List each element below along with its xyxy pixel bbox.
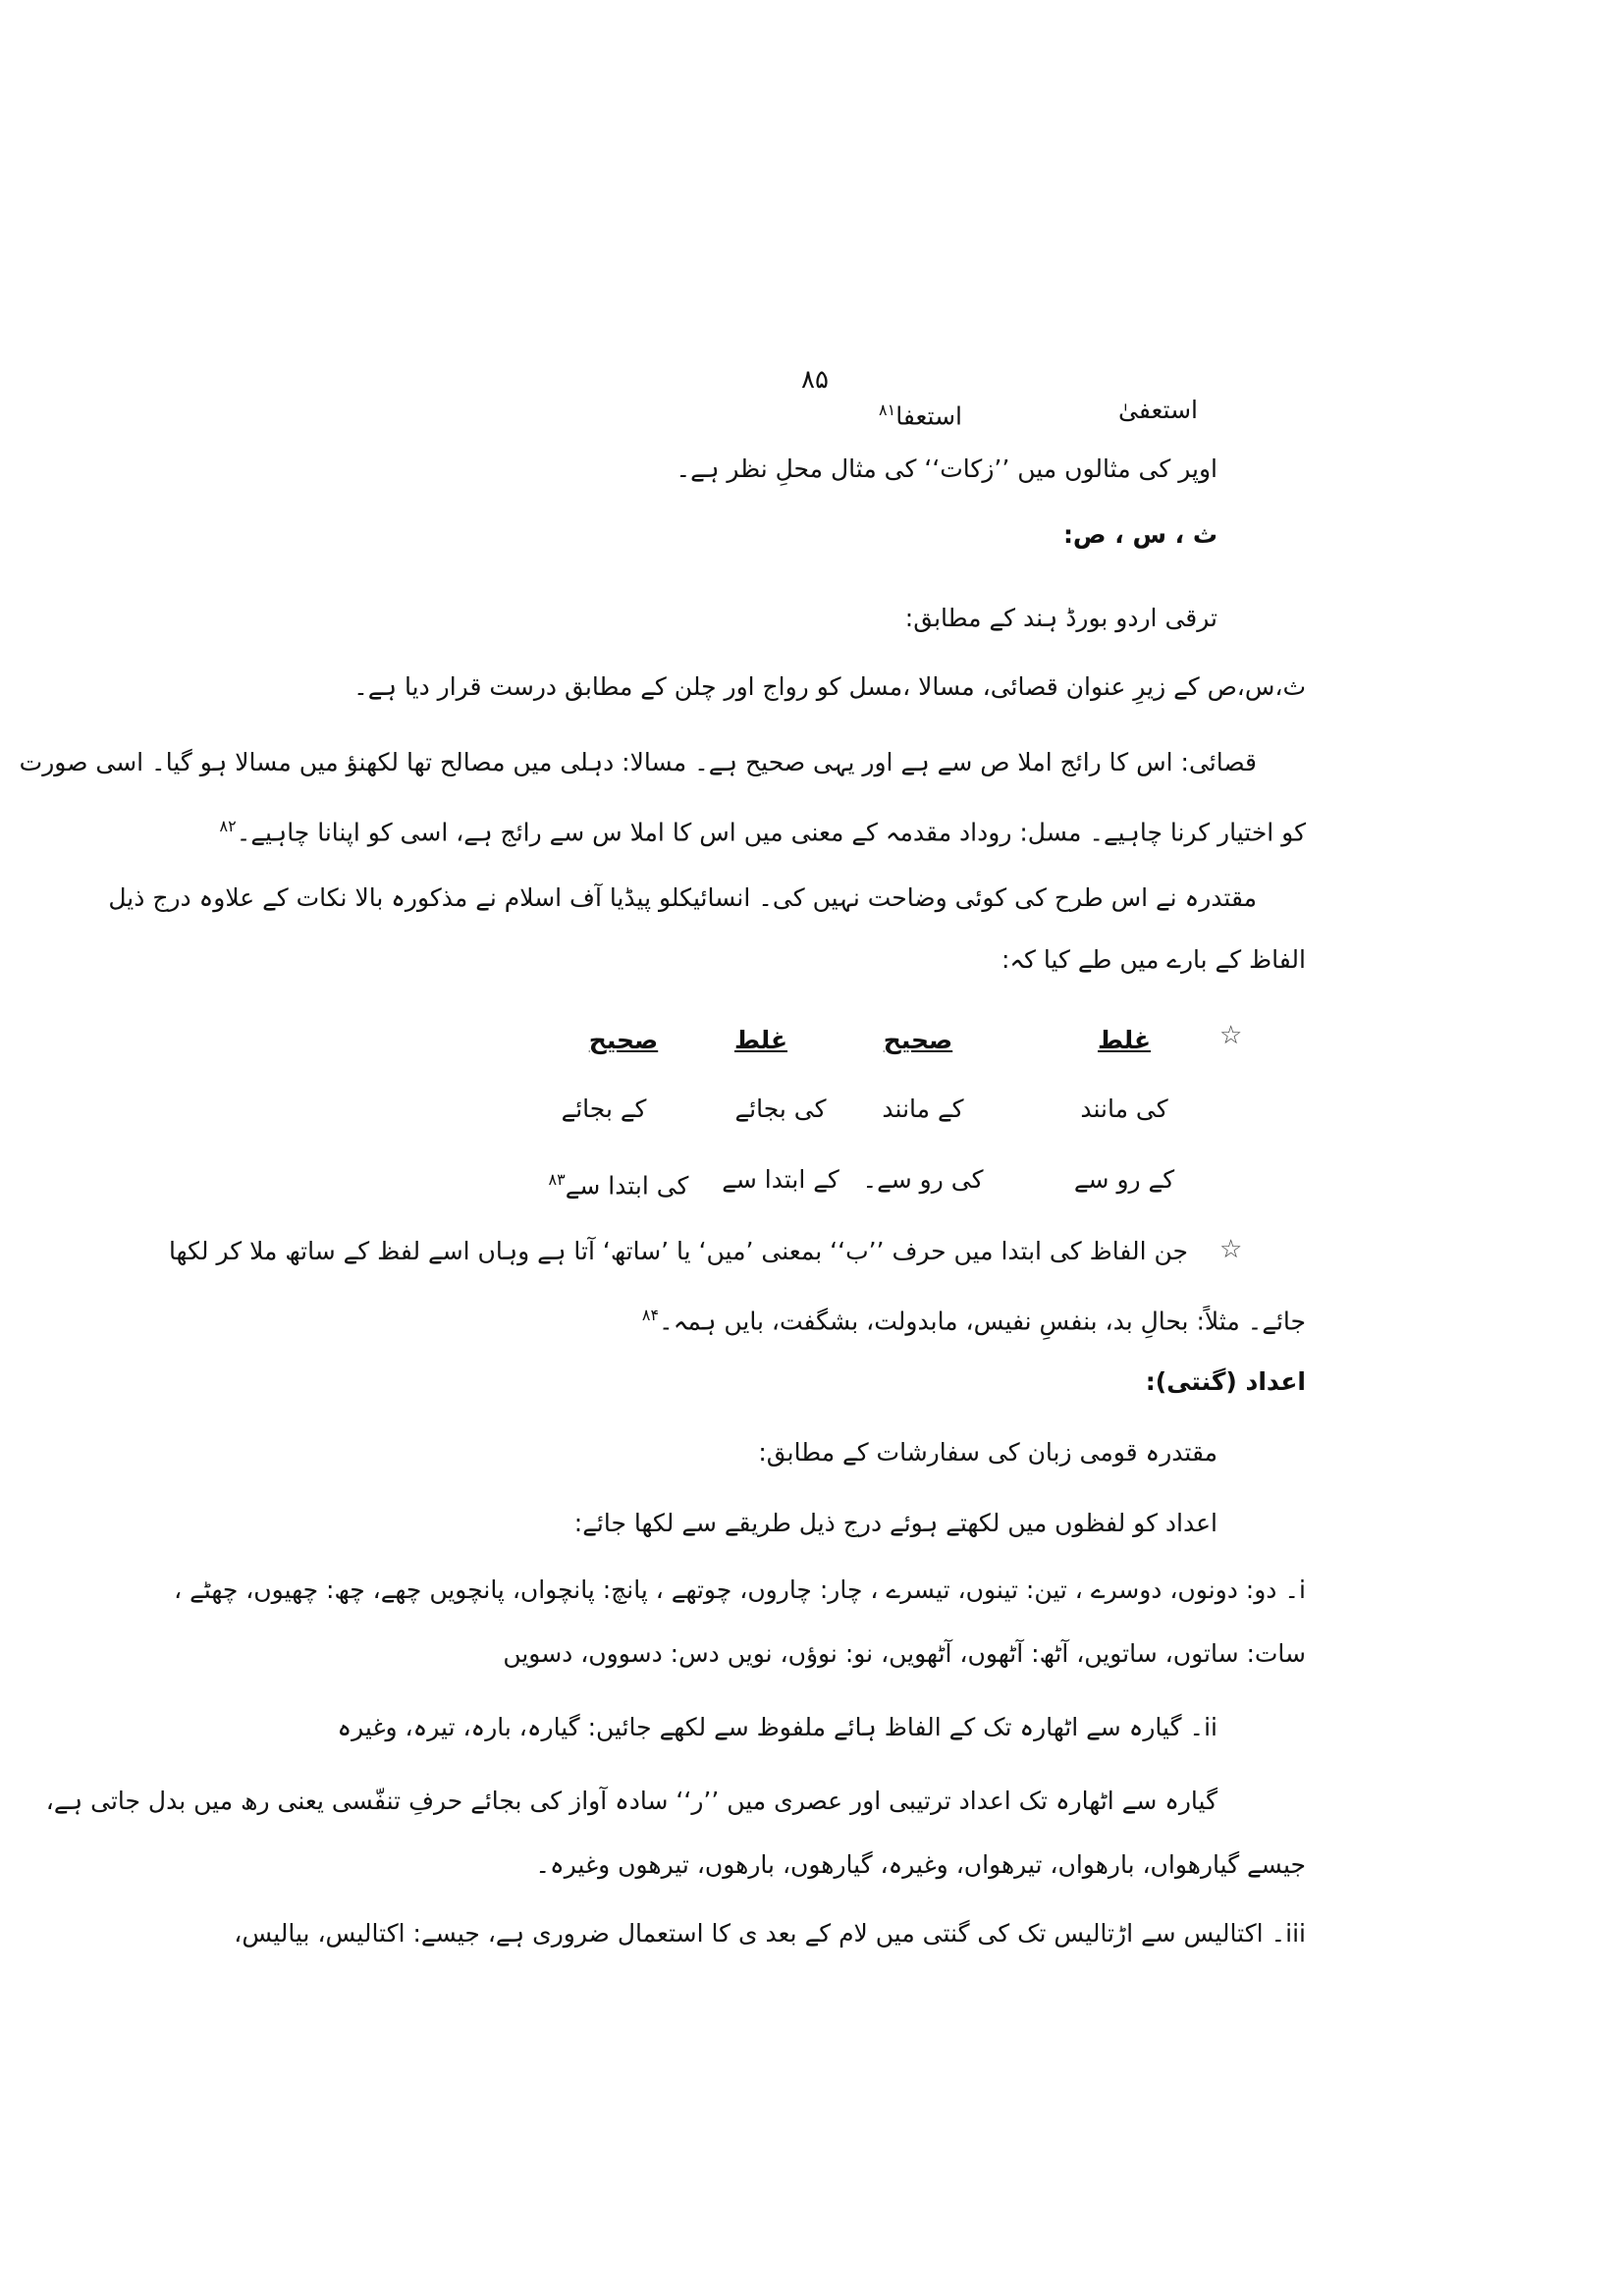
paragraph-line: جن الفاظ کی ابتدا میں حرف ’’ب‘‘ بمعنی ’میں‘ یا ’ساتھ‘ آتا ہے وہاں اسے لفظ کے ساتھ ملا کر لکھا	[168, 1237, 1188, 1265]
heading-istifa-1	[1031, 391, 1198, 430]
footnote-ref: ۸۳	[548, 1170, 566, 1189]
paragraph-line: اعداد کو لفظوں میں لکھتے ہوئے درج ذیل طریقے سے لکھا جائے:	[573, 1509, 1217, 1537]
page-number: ۸۵	[801, 365, 829, 395]
table-cell: کے بجائے	[561, 1095, 647, 1123]
section-heading: ث ، س ، ص:	[1062, 520, 1217, 549]
table-header-ghalat-2: غلط	[733, 1026, 788, 1054]
heading-istifa-2	[805, 391, 962, 436]
section-heading: اعداد (گنتی):	[1145, 1367, 1306, 1396]
cell-text: کی ابتدا سے	[565, 1171, 689, 1201]
paragraph-line-with-footnote	[219, 807, 1306, 852]
table-cell: کے رو سے	[1073, 1165, 1175, 1194]
paragraph-line: قصائی: اس کا رائج املا ص سے ہے اور یہی صحیح ہے۔ مسالا: دہلی میں مصالح تھا لکھنؤ میں مسالا ہو گیا۔ اسی صورت	[19, 748, 1257, 776]
table-cell-with-footnote	[535, 1160, 702, 1205]
star-bullet: ☆	[1219, 1235, 1243, 1264]
paragraph-line: مقتدرہ نے اس طرح کی کوئی وضاحت نہیں کی۔ انسائیکلو پیڈیا آف اسلام نے مذکورہ بالا نکات کے علاوہ درج ذیل	[108, 883, 1257, 912]
footnote-ref: ۸۲	[219, 817, 237, 835]
word-istifa-ya: استعفیٰ	[1118, 396, 1198, 424]
table-cell: کی مانند	[1080, 1095, 1168, 1123]
list-item-i: i۔ دو: دونوں، دوسرے ، تین: تینوں، تیسرے ، چار: چاروں، چوتھے ، پانچ: پانچواں، پانچویں چھے، چھ: چھیوں، چھٹے ،	[174, 1575, 1306, 1604]
paragraph-text: کو اختیار کرنا چاہیے۔ مسل: روداد مقدمہ کے معنی میں اس کا املا س سے رائج ہے، اسی کو اپنانا چاہیے۔	[236, 818, 1306, 847]
paragraph-text: جائے۔ مثلاً: بحالِ بد، بنفسِ نفیس، مابدولت، بشگفت، بایں ہمہ۔	[659, 1307, 1306, 1336]
list-item-iii: iii۔ اکتالیس سے اڑتالیس تک کی گنتی میں لام کے بعد ی کا استعمال ضروری ہے، جیسے: اکتالیس، بیالیس،	[234, 1919, 1306, 1948]
paragraph-line: ث،س،ص کے زیرِ عنوان قصائی، مسالا ،مسل کو رواج اور چلن کے مطابق درست قرار دیا ہے۔	[353, 672, 1306, 701]
paragraph-line: اوپر کی مثالوں میں ’’زکات‘‘ کی مثال محلِ نظر ہے۔	[676, 454, 1217, 483]
footnote-ref: ۸۱	[879, 400, 896, 419]
paragraph-line-with-footnote	[641, 1296, 1306, 1341]
star-bullet: ☆	[1219, 1021, 1243, 1050]
paragraph-line: جیسے گیارھواں، بارھواں، تیرھواں، وغیرہ، گیارھوں، بارھوں، تیرھوں وغیرہ۔	[535, 1850, 1306, 1879]
paragraph-line: الفاظ کے بارے میں طے کیا کہ:	[1001, 945, 1306, 974]
table-header-sahih-1: صحیح	[883, 1026, 953, 1054]
paragraph-line: مقتدرہ قومی زبان کی سفارشات کے مطابق:	[758, 1438, 1217, 1467]
table-cell: کی بجائے	[734, 1095, 827, 1123]
paragraph-line: گیارہ سے اٹھارہ تک اعداد ترتیبی اور عصری میں ’’ر‘‘ سادہ آواز کی بجائے حرفِ تنفّسی یعنی رھ میں بدل جاتی ہے،	[45, 1787, 1217, 1815]
list-item-ii: ii۔ گیارہ سے اٹھارہ تک کے الفاظ ہائے ملفوظ سے لکھے جائیں: گیارہ، بارہ، تیرہ، وغیرہ	[337, 1713, 1217, 1741]
table-cell: کے ابتدا سے	[722, 1165, 839, 1194]
paragraph-line: ترقی اردو بورڈ ہند کے مطابق:	[904, 604, 1217, 632]
list-item-continuation: سات: ساتوں، ساتویں، آٹھ: آٹھوں، آٹھویں، نو: نوؤں، نویں دس: دسووں، دسویں	[503, 1639, 1306, 1668]
footnote-ref: ۸۴	[641, 1306, 660, 1324]
table-header-sahih-2: صحیح	[588, 1026, 659, 1054]
table-cell: کے مانند	[882, 1095, 964, 1123]
word-istifa-alif: استعفا	[895, 401, 962, 431]
table-cell: کی رو سے۔	[862, 1165, 984, 1194]
table-header-ghalat-1: غلط	[1097, 1026, 1152, 1054]
